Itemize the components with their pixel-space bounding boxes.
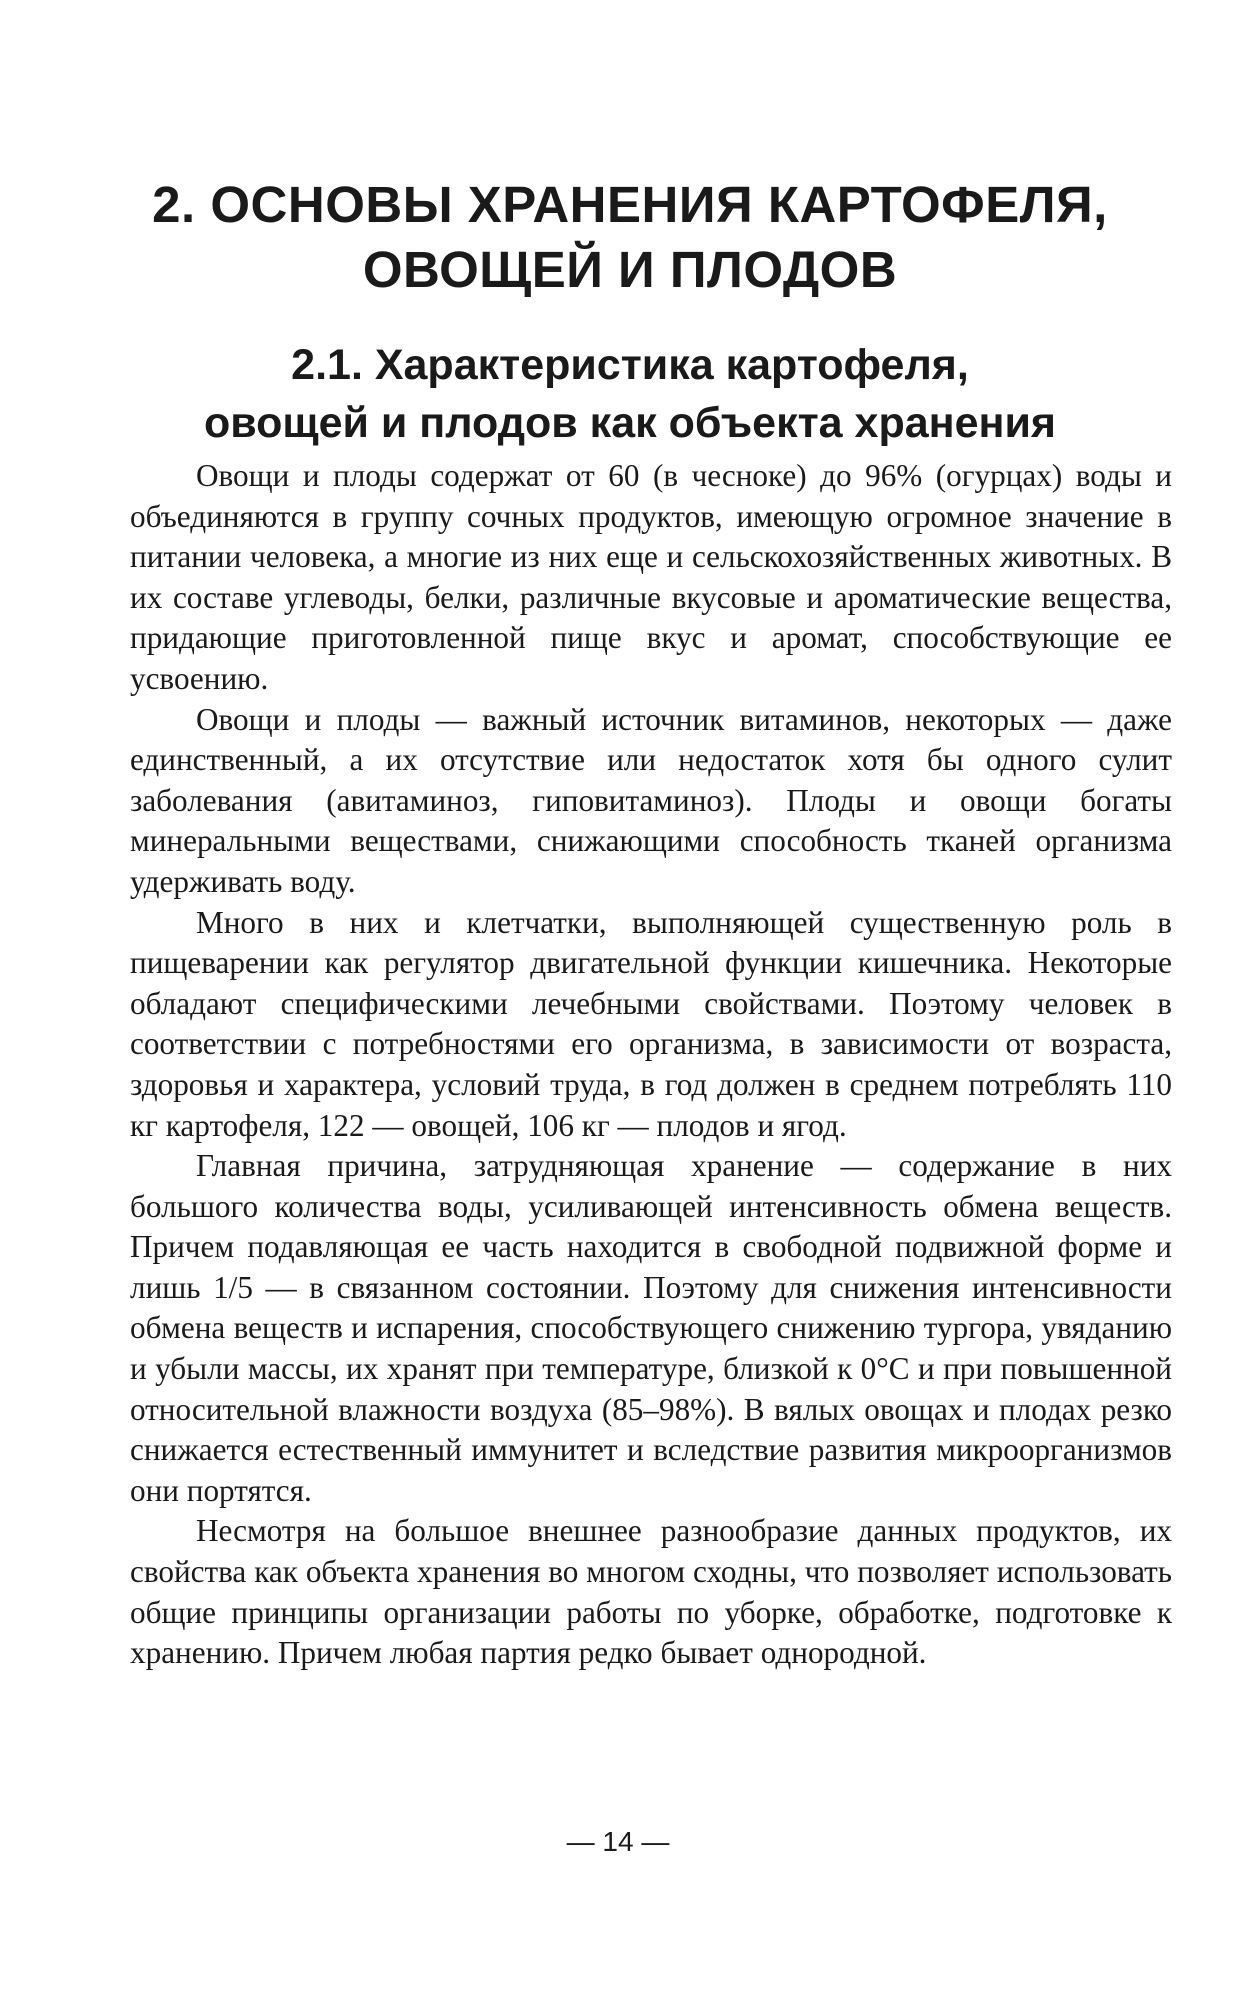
body-text <box>130 456 1172 1674</box>
chapter-title <box>130 172 1130 302</box>
section-title-line-2: овощей и плодов как объекта хранения <box>203 399 1057 447</box>
paragraph-5: Несмотря на большое внешнее разнообразие данных продуктов, их свойства как объекта хранения во многом сходны, что позволяет использовать общие принципы организации работы по уборке, обработке, подготовке к хранению. Причем любая партия редко бывает однородной. <box>130 1513 1172 1671</box>
chapter-title-line-2: ОВОЩЕЙ И ПЛОДОВ <box>362 241 898 298</box>
paragraph-1: Овощи и плоды содержат от 60 (в чесноке) до 96% (огурцах) воды и объединяются в группу сочных продуктов, имеющую огромное значение в питании человека, а многие из них еще и сельскохозяйственных животных. В их составе углеводы, белки, различные вкусовые и ароматические вещества, придающие приготовленной пище вкус и аромат, способствующие ее усвоению. <box>130 458 1172 696</box>
section-title-line-1: 2.1. Характеристика картофеля, <box>291 341 969 389</box>
paragraph-2: Овощи и плоды — важный источник витаминов, некоторых — даже единственный, а их отсутствие или недостаток хотя бы одного сулит заболевания (авитаминоз, гиповитаминоз). Плоды и овощи богаты минеральными веществами, снижающими способность тканей организма удерживать воду. <box>130 701 1172 899</box>
section-title <box>130 336 1130 452</box>
paragraph-3: Много в них и клетчатки, выполняющей существенную роль в пищеварении как регулятор двигательной функции кишечника. Некоторые обладают специфическими лечебными свойствами. Поэтому человек в соответствии с потребностями его организма, в зависимости от возраста, здоровья и характера, условий труда, в год должен в среднем потреблять 110 кг картофеля, 122 — овощей, 106 кг — плодов и ягод. <box>130 904 1172 1143</box>
paragraph-4: Главная причина, затрудняющая хранение — содержание в них большого количества воды, усиливающей интенсивность обмена веществ. Причем подавляющая ее часть находится в свободной подвижной форме и лишь 1/5 — в связанном состоянии. Поэтому для снижения интенсивности обмена веществ и испарения, способствующего снижению тургора, увяданию и убыли массы, их хранят при температуре, близкой к 0°С и при повышенной относительной влажности воздуха (85–98%). В вялых овощах и плодах резко снижается естественный иммунитет и вследствие развития микроорганизмов они портятся. <box>130 1148 1172 1508</box>
chapter-title-line-1: 2. ОСНОВЫ ХРАНЕНИЯ КАРТОФЕЛЯ, <box>152 176 1108 233</box>
page-number: — 14 — <box>566 1826 670 1857</box>
